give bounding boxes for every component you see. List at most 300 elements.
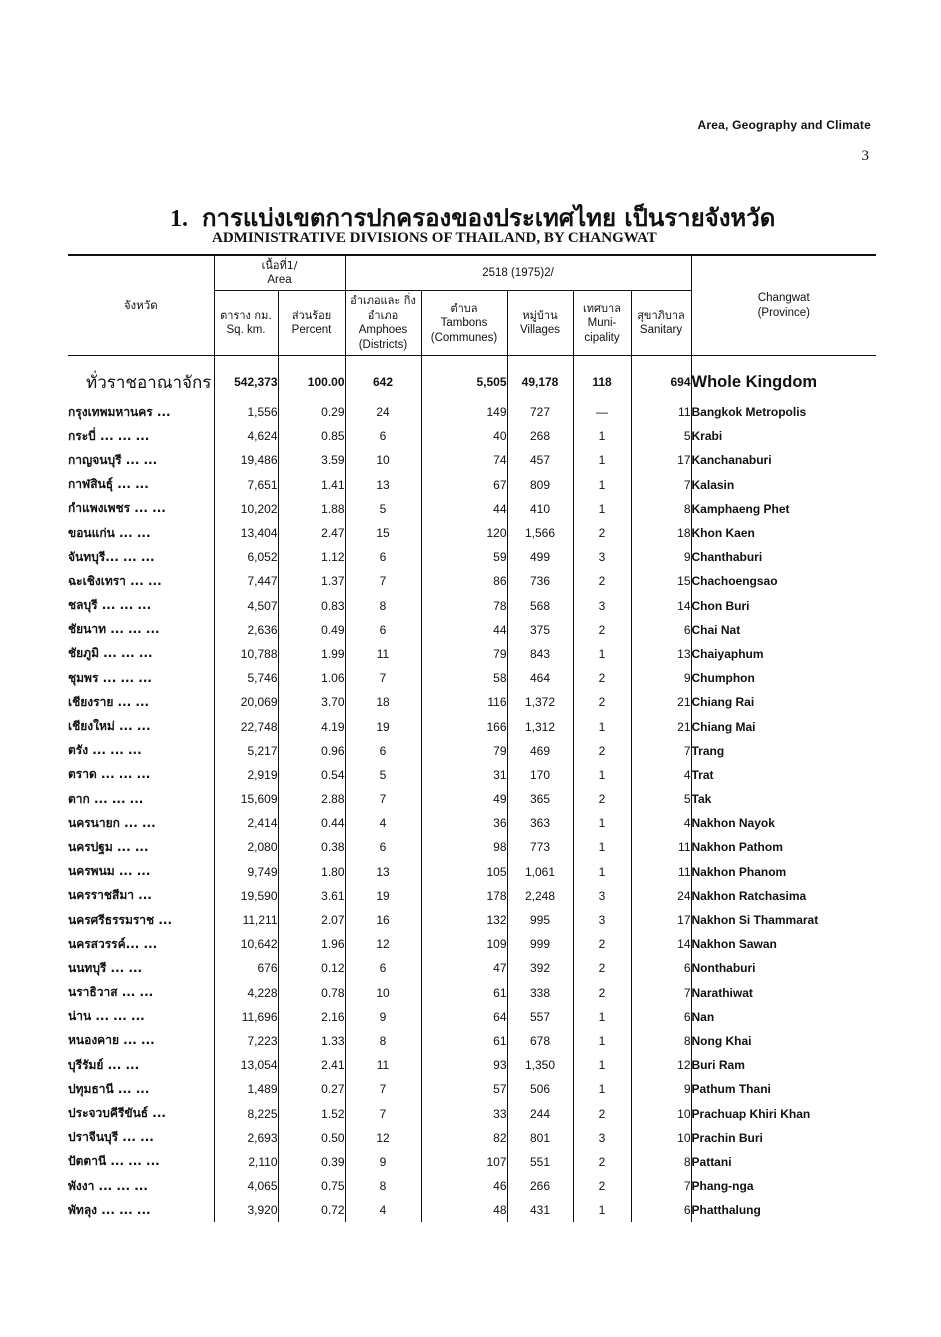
cell-villages: 268 [507, 424, 573, 448]
cell-province-en: Chachoengsao [691, 569, 876, 593]
cell-percent: 3.59 [278, 448, 345, 472]
cell-tambons: 33 [421, 1101, 507, 1125]
cell-sqkm: 9,749 [214, 860, 278, 884]
cell-percent: 0.83 [278, 594, 345, 618]
cell-province-en: Chiang Rai [691, 690, 876, 714]
total-label-th: ทั่วราชอาณาจักร [86, 372, 212, 393]
cell-tambons: 116 [421, 690, 507, 714]
cell-sanitary: 6 [631, 618, 691, 642]
table-row [68, 400, 876, 424]
col-year: 2518 (1975)2/ [345, 255, 691, 291]
cell-sqkm: 5,746 [214, 666, 278, 690]
cell-province-en: Nakhon Pathom [691, 835, 876, 859]
cell-amphoes: 18 [345, 690, 421, 714]
cell-tambons: 59 [421, 545, 507, 569]
cell-percent: 0.29 [278, 400, 345, 424]
cell-province-en: Trang [691, 739, 876, 763]
cell-amphoes: 11 [345, 642, 421, 666]
cell-sanitary: 9 [631, 545, 691, 569]
cell-villages: 266 [507, 1174, 573, 1198]
cell-villages: 727 [507, 400, 573, 424]
table-row [68, 763, 876, 787]
cell-sqkm: 2,693 [214, 1126, 278, 1150]
cell-villages: 995 [507, 908, 573, 932]
table-row [68, 981, 876, 1005]
cell-sanitary: 5 [631, 424, 691, 448]
cell-province-en: Chiang Mai [691, 714, 876, 738]
col-changwat-en: Changwat [757, 291, 810, 304]
cell-villages: 457 [507, 448, 573, 472]
cell-sanitary: 14 [631, 932, 691, 956]
cell-percent: 1.52 [278, 1101, 345, 1125]
cell-province-th: นครราชสีมา ... [68, 888, 152, 903]
cell-tambons: 48 [421, 1198, 507, 1222]
cell-province-th: หนองคาย ... ... [68, 1033, 155, 1048]
cell-amphoes: 6 [345, 545, 421, 569]
cell-tambons: 74 [421, 448, 507, 472]
table-row [68, 956, 876, 980]
cell-tambons: 109 [421, 932, 507, 956]
table-row [68, 690, 876, 714]
cell-percent: 2.16 [278, 1005, 345, 1029]
cell-amphoes: 13 [345, 473, 421, 497]
cell-amphoes: 8 [345, 1174, 421, 1198]
cell-villages: 469 [507, 739, 573, 763]
cell-tambons: 149 [421, 400, 507, 424]
cell-sqkm: 6,052 [214, 545, 278, 569]
cell-amphoes: 6 [345, 835, 421, 859]
col-area-th: เนื้อที่1/ [261, 259, 298, 272]
total-percent: 100.00 [278, 356, 345, 401]
cell-province-en: Buri Ram [691, 1053, 876, 1077]
cell-municipality: 1 [573, 835, 631, 859]
cell-province-th: ชัยนาท ... ... ... [68, 622, 160, 637]
cell-municipality: 2 [573, 690, 631, 714]
cell-amphoes: 4 [345, 1198, 421, 1222]
cell-sqkm: 8,225 [214, 1101, 278, 1125]
cell-amphoes: 9 [345, 1150, 421, 1174]
cell-sqkm: 2,080 [214, 835, 278, 859]
divisions-table [68, 254, 876, 1222]
cell-province-th: กรุงเทพมหานคร ... [68, 404, 171, 419]
col-percent-en: Percent [291, 324, 332, 336]
cell-municipality: 1 [573, 473, 631, 497]
cell-villages: 244 [507, 1101, 573, 1125]
cell-percent: 2.88 [278, 787, 345, 811]
table-row [68, 1101, 876, 1125]
table-row [68, 787, 876, 811]
cell-province-en: Nakhon Ratchasima [691, 884, 876, 908]
cell-amphoes: 6 [345, 424, 421, 448]
cell-villages: 2,248 [507, 884, 573, 908]
cell-province-en: Khon Kaen [691, 521, 876, 545]
table-row [68, 473, 876, 497]
col-percent-th: ส่วนร้อย [291, 309, 332, 322]
cell-sanitary: 24 [631, 884, 691, 908]
cell-villages: 678 [507, 1029, 573, 1053]
table-row [68, 739, 876, 763]
cell-sqkm: 7,447 [214, 569, 278, 593]
col-sqkm [214, 291, 278, 356]
cell-villages: 1,372 [507, 690, 573, 714]
cell-sqkm: 3,920 [214, 1198, 278, 1222]
table-body [68, 356, 876, 1223]
cell-sanitary: 6 [631, 956, 691, 980]
cell-province-th: ปราจีนบุรี ... ... [68, 1130, 154, 1145]
cell-province-th: นนทบุรี ... ... [68, 960, 143, 975]
cell-villages: 375 [507, 618, 573, 642]
cell-province-th: กำแพงเพชร ... ... [68, 501, 166, 516]
cell-sqkm: 10,788 [214, 642, 278, 666]
cell-province-en: Pathum Thani [691, 1077, 876, 1101]
table-row [68, 521, 876, 545]
table-row [68, 448, 876, 472]
table-row [68, 1198, 876, 1222]
col-tambons-en: Tambons (Communes) [430, 316, 498, 344]
cell-municipality: 1 [573, 860, 631, 884]
cell-province-en: Phatthalung [691, 1198, 876, 1222]
cell-amphoes: 5 [345, 763, 421, 787]
cell-amphoes: 7 [345, 666, 421, 690]
cell-tambons: 67 [421, 473, 507, 497]
cell-province-th: ฉะเชิงเทรา ... ... [68, 573, 162, 588]
table-row-total [68, 356, 876, 401]
cell-province-th: ขอนแก่น ... ... [68, 525, 151, 540]
cell-percent: 1.33 [278, 1029, 345, 1053]
cell-percent: 2.07 [278, 908, 345, 932]
cell-amphoes: 24 [345, 400, 421, 424]
cell-amphoes: 19 [345, 714, 421, 738]
table-row [68, 860, 876, 884]
table-row [68, 835, 876, 859]
cell-percent: 1.06 [278, 666, 345, 690]
cell-sqkm: 2,919 [214, 763, 278, 787]
cell-sqkm: 1,556 [214, 400, 278, 424]
cell-province-th: น่าน ... ... ... [68, 1009, 145, 1024]
cell-province-en: Pattani [691, 1150, 876, 1174]
cell-sanitary: 8 [631, 1150, 691, 1174]
cell-percent: 0.96 [278, 739, 345, 763]
cell-sanitary: 15 [631, 569, 691, 593]
cell-municipality: 2 [573, 1174, 631, 1198]
cell-tambons: 64 [421, 1005, 507, 1029]
cell-villages: 363 [507, 811, 573, 835]
cell-villages: 557 [507, 1005, 573, 1029]
cell-sqkm: 4,228 [214, 981, 278, 1005]
cell-municipality: 2 [573, 666, 631, 690]
cell-municipality: 2 [573, 739, 631, 763]
cell-tambons: 132 [421, 908, 507, 932]
cell-amphoes: 7 [345, 1101, 421, 1125]
cell-municipality: 1 [573, 448, 631, 472]
cell-sanitary: 6 [631, 1005, 691, 1029]
cell-percent: 0.49 [278, 618, 345, 642]
cell-sqkm: 1,489 [214, 1077, 278, 1101]
cell-percent: 0.78 [278, 981, 345, 1005]
cell-sqkm: 20,069 [214, 690, 278, 714]
cell-villages: 499 [507, 545, 573, 569]
cell-percent: 1.99 [278, 642, 345, 666]
cell-sanitary: 4 [631, 811, 691, 835]
cell-amphoes: 19 [345, 884, 421, 908]
cell-municipality: — [573, 400, 631, 424]
cell-tambons: 58 [421, 666, 507, 690]
cell-province-en: Chumphon [691, 666, 876, 690]
cell-amphoes: 7 [345, 569, 421, 593]
cell-province-en: Bangkok Metropolis [691, 400, 876, 424]
cell-sqkm: 676 [214, 956, 278, 980]
cell-villages: 431 [507, 1198, 573, 1222]
cell-province-en: Chon Buri [691, 594, 876, 618]
cell-municipality: 2 [573, 932, 631, 956]
cell-amphoes: 4 [345, 811, 421, 835]
cell-municipality: 1 [573, 1005, 631, 1029]
col-sanitary-th: สุขาภิบาล [637, 309, 685, 322]
cell-tambons: 36 [421, 811, 507, 835]
cell-percent: 2.41 [278, 1053, 345, 1077]
table-row [68, 497, 876, 521]
cell-sanitary: 9 [631, 666, 691, 690]
cell-tambons: 47 [421, 956, 507, 980]
col-sanitary [631, 291, 691, 356]
cell-percent: 0.75 [278, 1174, 345, 1198]
cell-sanitary: 10 [631, 1101, 691, 1125]
total-label-en: Whole Kingdom [691, 356, 876, 401]
cell-sqkm: 2,110 [214, 1150, 278, 1174]
col-province-th: จังหวัด [68, 255, 214, 356]
cell-percent: 0.27 [278, 1077, 345, 1101]
table-row [68, 569, 876, 593]
col-sqkm-en: Sq. km. [226, 324, 266, 336]
cell-province-th: กระบี่ ... ... ... [68, 428, 150, 443]
cell-sanitary: 4 [631, 763, 691, 787]
cell-municipality: 2 [573, 569, 631, 593]
cell-province-th: ชัยภูมิ ... ... ... [68, 646, 153, 661]
cell-municipality: 1 [573, 763, 631, 787]
cell-province-en: Kamphaeng Phet [691, 497, 876, 521]
cell-sanitary: 14 [631, 594, 691, 618]
cell-villages: 1,566 [507, 521, 573, 545]
cell-villages: 410 [507, 497, 573, 521]
cell-province-en: Phang-nga [691, 1174, 876, 1198]
cell-municipality: 1 [573, 497, 631, 521]
table-row [68, 714, 876, 738]
cell-amphoes: 10 [345, 981, 421, 1005]
cell-tambons: 61 [421, 981, 507, 1005]
cell-sqkm: 15,609 [214, 787, 278, 811]
cell-sqkm: 7,651 [214, 473, 278, 497]
cell-tambons: 98 [421, 835, 507, 859]
cell-percent: 0.39 [278, 1150, 345, 1174]
cell-province-th: บุรีรัมย์ ... ... [68, 1057, 140, 1072]
cell-municipality: 1 [573, 1053, 631, 1077]
cell-tambons: 86 [421, 569, 507, 593]
cell-province-en: Narathiwat [691, 981, 876, 1005]
cell-percent: 3.61 [278, 884, 345, 908]
cell-percent: 1.88 [278, 497, 345, 521]
cell-sqkm: 22,748 [214, 714, 278, 738]
table-row [68, 594, 876, 618]
cell-sqkm: 13,404 [214, 521, 278, 545]
cell-amphoes: 6 [345, 739, 421, 763]
cell-municipality: 1 [573, 1077, 631, 1101]
cell-municipality: 1 [573, 642, 631, 666]
col-villages-th: หมู่บ้าน [522, 309, 558, 322]
cell-amphoes: 12 [345, 1126, 421, 1150]
cell-province-en: Nakhon Si Thammarat [691, 908, 876, 932]
cell-tambons: 44 [421, 497, 507, 521]
cell-amphoes: 7 [345, 1077, 421, 1101]
cell-tambons: 46 [421, 1174, 507, 1198]
cell-tambons: 82 [421, 1126, 507, 1150]
cell-villages: 338 [507, 981, 573, 1005]
cell-percent: 1.96 [278, 932, 345, 956]
cell-province-th: ตาก ... ... ... [68, 791, 144, 806]
cell-amphoes: 12 [345, 932, 421, 956]
cell-municipality: 1 [573, 714, 631, 738]
title-thai-text: การแบ่งเขตการปกครองของประเทศไทย เป็นรายจังหวัด [202, 203, 776, 232]
cell-province-th: ตราด ... ... ... [68, 767, 151, 782]
cell-sanitary: 11 [631, 835, 691, 859]
table-row [68, 642, 876, 666]
table-row [68, 1029, 876, 1053]
cell-sanitary: 9 [631, 1077, 691, 1101]
cell-province-th: จันทบุรี... ... ... [68, 549, 155, 564]
col-percent [278, 291, 345, 356]
cell-municipality: 2 [573, 787, 631, 811]
cell-amphoes: 6 [345, 956, 421, 980]
col-sanitary-en: Sanitary [639, 324, 683, 336]
cell-amphoes: 16 [345, 908, 421, 932]
cell-villages: 506 [507, 1077, 573, 1101]
cell-sanitary: 10 [631, 1126, 691, 1150]
cell-amphoes: 15 [345, 521, 421, 545]
cell-municipality: 2 [573, 1101, 631, 1125]
cell-tambons: 105 [421, 860, 507, 884]
cell-sanitary: 13 [631, 642, 691, 666]
cell-percent: 0.12 [278, 956, 345, 980]
cell-villages: 365 [507, 787, 573, 811]
cell-amphoes: 8 [345, 594, 421, 618]
cell-province-en: Nonthaburi [691, 956, 876, 980]
cell-province-en: Tak [691, 787, 876, 811]
cell-amphoes: 5 [345, 497, 421, 521]
cell-province-th: ปัตตานี ... ... ... [68, 1154, 160, 1169]
table-row [68, 1077, 876, 1101]
col-municipality-th: เทศบาล [583, 301, 621, 315]
cell-province-th: นครพนม ... ... [68, 864, 151, 879]
cell-province-th: ชลบุรี ... ... ... [68, 598, 152, 613]
cell-province-en: Chaiyaphum [691, 642, 876, 666]
cell-sqkm: 2,636 [214, 618, 278, 642]
cell-sanitary: 7 [631, 739, 691, 763]
col-tambons [421, 291, 507, 356]
cell-villages: 1,350 [507, 1053, 573, 1077]
cell-province-en: Nan [691, 1005, 876, 1029]
running-header: Area, Geography and Climate [697, 118, 871, 132]
cell-province-th: กาฬสินธุ์ ... ... [68, 477, 149, 492]
cell-tambons: 120 [421, 521, 507, 545]
col-villages [507, 291, 573, 356]
table-row [68, 908, 876, 932]
table-row [68, 1053, 876, 1077]
cell-sqkm: 19,590 [214, 884, 278, 908]
cell-percent: 0.85 [278, 424, 345, 448]
cell-province-en: Chanthaburi [691, 545, 876, 569]
cell-percent: 1.80 [278, 860, 345, 884]
cell-province-th: เชียงใหม่ ... ... [68, 719, 151, 734]
cell-province-th: กาญจนบุรี ... ... [68, 452, 158, 467]
cell-percent: 3.70 [278, 690, 345, 714]
table-row [68, 1005, 876, 1029]
cell-municipality: 2 [573, 521, 631, 545]
total-villages: 49,178 [507, 356, 573, 401]
col-amphoes-en: Amphoes (Districts) [358, 324, 408, 351]
col-tambons-th: ตำบล [450, 301, 478, 315]
col-area-en: Area [267, 274, 292, 286]
cell-sqkm: 19,486 [214, 448, 278, 472]
cell-municipality: 2 [573, 956, 631, 980]
cell-amphoes: 10 [345, 448, 421, 472]
cell-sqkm: 4,624 [214, 424, 278, 448]
cell-villages: 1,061 [507, 860, 573, 884]
cell-percent: 0.72 [278, 1198, 345, 1222]
cell-province-en: Nakhon Phanom [691, 860, 876, 884]
cell-sqkm: 11,211 [214, 908, 278, 932]
cell-province-th: นราธิวาส ... ... [68, 985, 154, 1000]
cell-tambons: 178 [421, 884, 507, 908]
table-row [68, 666, 876, 690]
cell-municipality: 3 [573, 908, 631, 932]
cell-sanitary: 5 [631, 787, 691, 811]
cell-sanitary: 18 [631, 521, 691, 545]
cell-municipality: 1 [573, 1198, 631, 1222]
cell-villages: 843 [507, 642, 573, 666]
table-row [68, 811, 876, 835]
total-tambons: 5,505 [421, 356, 507, 401]
total-sanitary: 694 [631, 356, 691, 401]
cell-villages: 568 [507, 594, 573, 618]
cell-amphoes: 6 [345, 618, 421, 642]
cell-percent: 1.37 [278, 569, 345, 593]
cell-municipality: 1 [573, 1029, 631, 1053]
cell-municipality: 3 [573, 884, 631, 908]
cell-sqkm: 10,202 [214, 497, 278, 521]
col-villages-en: Villages [519, 324, 561, 336]
total-sqkm: 542,373 [214, 356, 278, 401]
page-number: 3 [861, 148, 869, 164]
cell-percent: 0.38 [278, 835, 345, 859]
cell-percent: 1.12 [278, 545, 345, 569]
cell-sqkm: 13,054 [214, 1053, 278, 1077]
cell-province-en: Chai Nat [691, 618, 876, 642]
cell-province-th: ปทุมธานี ... ... [68, 1081, 150, 1096]
cell-municipality: 1 [573, 424, 631, 448]
cell-sanitary: 12 [631, 1053, 691, 1077]
cell-municipality: 3 [573, 1126, 631, 1150]
cell-province-en: Prachin Buri [691, 1126, 876, 1150]
cell-municipality: 2 [573, 618, 631, 642]
cell-sanitary: 7 [631, 1174, 691, 1198]
cell-percent: 0.50 [278, 1126, 345, 1150]
cell-tambons: 61 [421, 1029, 507, 1053]
cell-amphoes: 7 [345, 787, 421, 811]
cell-province-th: ตรัง ... ... ... [68, 743, 142, 758]
cell-municipality: 2 [573, 1150, 631, 1174]
cell-province-th: นครนายก ... ... [68, 815, 156, 830]
cell-percent: 0.44 [278, 811, 345, 835]
cell-villages: 999 [507, 932, 573, 956]
